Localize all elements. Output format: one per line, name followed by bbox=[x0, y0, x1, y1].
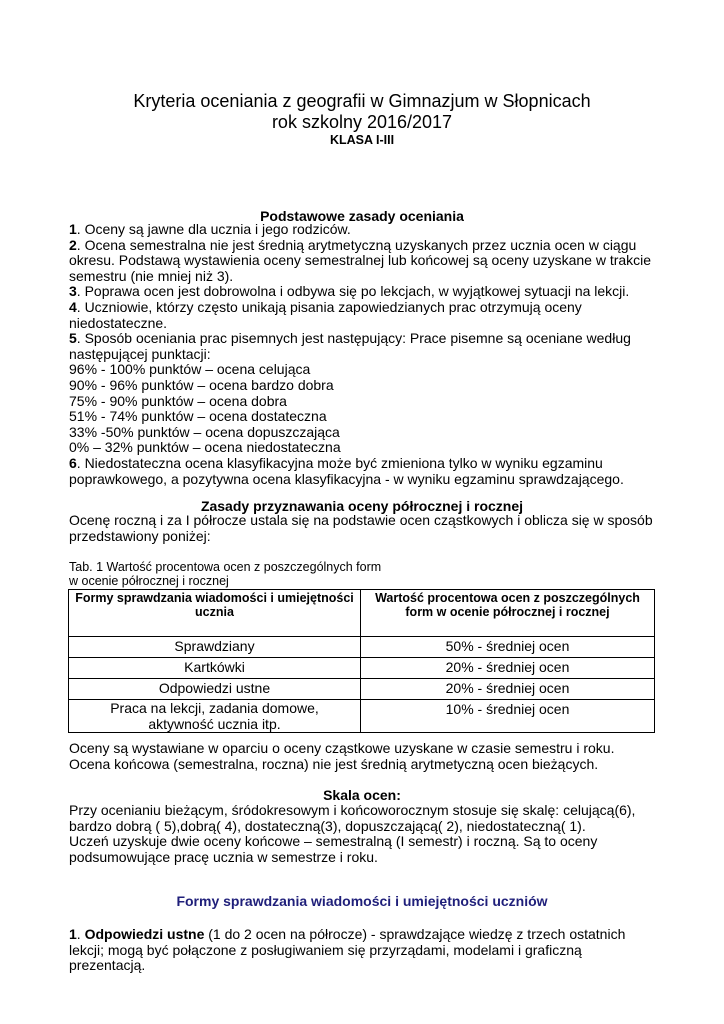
form-item-1: 1. Odpowiedzi ustne (1 do 2 ocen na półrocze) - sprawdzające wiedzę z trzech ostatnich lekcji; mogą być połączone z posługiwaniem się przyrządami, modelami i graficzną prezentacją. bbox=[69, 926, 626, 974]
table-cell-value: 20% - średniej ocen bbox=[361, 679, 655, 700]
table-header-weight: Wartość procentowa ocen z poszczególnych form w ocenie półrocznej i rocznej bbox=[361, 590, 655, 637]
semester-heading: Zasady przyznawania oceny półrocznej i rocznej bbox=[200, 498, 524, 514]
rule-5: 5. Sposób oceniania prac pisemnych jest następujący: Prace pisemne są oceniane według następującej punktacji: bbox=[69, 330, 631, 362]
basics-heading: Podstawowe zasady oceniania bbox=[260, 208, 464, 224]
scale-heading: Skala ocen: bbox=[323, 787, 401, 803]
table-row bbox=[69, 637, 655, 658]
after-table-text bbox=[69, 741, 659, 772]
rule-6: 6. Niedostateczna ocena klasyfikacyjna może być zmieniona tylko w wyniku egzaminu poprawkowego, a pozytywna ocena klasyfikacyjna - w wyniku egzaminu sprawdzającego. bbox=[69, 454, 624, 487]
forms-heading: Formy sprawdzania wiadomości i umiejętności uczniów bbox=[176, 893, 548, 909]
table-cell-form: Sprawdziany bbox=[69, 637, 361, 658]
table-header-row bbox=[69, 590, 655, 637]
class-label: KLASA I-III bbox=[329, 133, 395, 147]
grade-line: 33% -50% punktów – ocena dopuszczająca bbox=[69, 423, 340, 440]
rule-2: 2. Ocena semestralna nie jest średnią arytmetyczną uzyskanych przez ucznia ocen w ciągu okresu. Podstawą wystawienia oceny semestralnej lub końcowej są oceny uzyskane w trakcie semestru (nie mniej niż 3). bbox=[69, 236, 652, 284]
table-cell-value: 50% - średniej ocen bbox=[361, 637, 655, 658]
scale-text bbox=[69, 803, 659, 865]
table-header-forms: Formy sprawdzania wiadomości i umiejętności ucznia bbox=[69, 590, 361, 637]
table-caption-1: Tab. 1 Wartość procentowa ocen z poszczególnych form bbox=[69, 560, 382, 574]
table-cell-value: 20% - średniej ocen bbox=[361, 658, 655, 679]
scale-line: Uczeń uzyskuje dwie oceny końcowe – semestralną (I semestr) i roczną. Są to oceny podsumowujące pracę ucznia w semestrze i roku. bbox=[69, 833, 598, 865]
grade-line: 75% - 90% punktów – ocena dobra bbox=[69, 392, 287, 409]
table-row bbox=[69, 679, 655, 700]
grade-line: 51% - 74% punktów – ocena dostateczna bbox=[69, 408, 327, 425]
table-row bbox=[69, 700, 655, 733]
table-cell-form: Praca na lekcji, zadania domowe, aktywność ucznia itp. bbox=[69, 700, 361, 733]
table-row bbox=[69, 658, 655, 679]
scale-line: Przy ocenianiu bieżącym, śródokresowym i końcoworocznym stosuje się skalę: celującą(6), bardzo dobrą ( 5),dobrą( 4), dostateczną(3), dopuszczającą( 2), niedostateczną( 1). bbox=[69, 802, 636, 834]
rule-4: 4. Uczniowie, którzy często unikają pisania zapowiedzianych prac otrzymują oceny niedostateczne. bbox=[69, 298, 582, 331]
rule-1: 1. Oceny są jawne dla ucznia i jego rodziców. bbox=[69, 221, 351, 237]
table-cell-form: Odpowiedzi ustne bbox=[69, 679, 361, 700]
grade-line: 0% – 32% punktów – ocena niedostateczna bbox=[69, 439, 341, 456]
rule-3: 3. Poprawa ocen jest dobrowolna i odbywa się po lekcjach, w wyjątkowej sytuacji na lekcji. bbox=[69, 283, 630, 300]
weights-table bbox=[68, 589, 655, 733]
basics-list bbox=[69, 222, 659, 487]
document-title: Kryteria oceniania z geografii w Gimnazjum w Słopnicach bbox=[133, 91, 591, 111]
table-cell-form: Kartkówki bbox=[69, 658, 361, 679]
semester-intro: Ocenę roczną i za I półrocze ustala się na podstawie ocen cząstkowych i oblicza się w sposób przedstawiony poniżej: bbox=[69, 512, 653, 544]
table-caption-2: w ocenie półrocznej i rocznej bbox=[69, 574, 229, 588]
table-cell-value: 10% - średniej ocen bbox=[361, 700, 655, 733]
after-table-line: Ocena końcowa (semestralna, roczna) nie jest średnią arytmetyczną ocen bieżących. bbox=[69, 755, 599, 772]
after-table-line: Oceny są wystawiane w oparciu o oceny cząstkowe uzyskane w czasie semestru i roku. bbox=[69, 740, 615, 756]
grade-line: 96% - 100% punktów – ocena celująca bbox=[69, 361, 311, 378]
grade-line: 90% - 96% punktów – ocena bardzo dobra bbox=[69, 376, 334, 393]
school-year: rok szkolny 2016/2017 bbox=[271, 112, 453, 132]
